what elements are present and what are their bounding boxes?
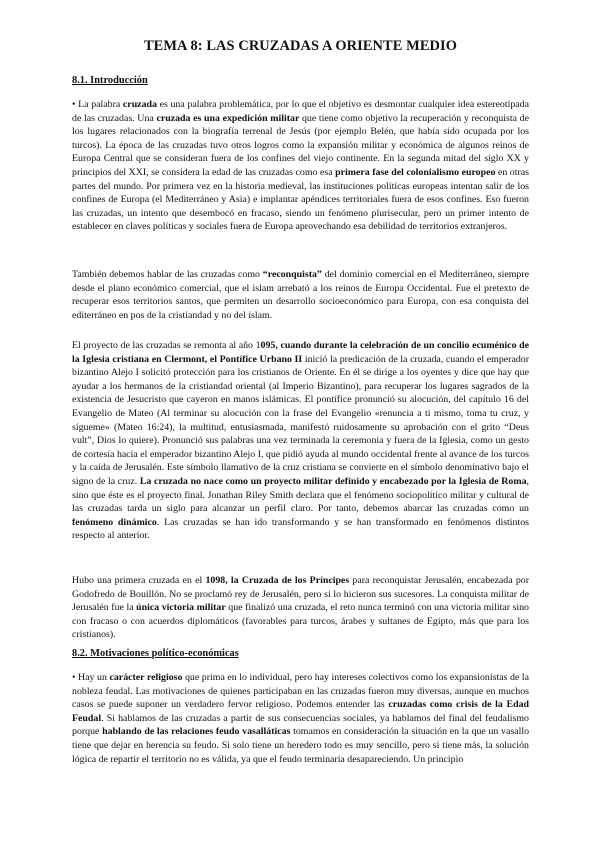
- bold-text-run: 1098, la Cruzada de los Príncipes: [205, 575, 350, 586]
- text-run: del dominio comercial en el Mediterráneo, siempre desde el plano económico comercial, que el islam arrebató a los reinos de Europa Occidental. Fue el pretexto de recuperar esos territorios santos, que permiten un desarrollo socioeconómico para Europa, con esa conquista del editerráneo en pos de la cristiandad y no del islam.: [72, 269, 529, 321]
- section-heading-introduccion: 8.1. Introducción: [72, 75, 148, 86]
- text-run: • La palabra: [72, 99, 123, 110]
- bold-text-run: La cruzada no nace como un proyecto militar definido y encabezado por la Iglesia de Roma: [139, 475, 527, 487]
- text-run: • Hay un: [72, 672, 110, 683]
- text-run: Hubo una primera cruzada en el: [72, 575, 206, 586]
- document-title: TEMA 8: LAS CRUZADAS A ORIENTE MEDIO: [143, 38, 458, 54]
- bold-text-run: fenómeno dinámico: [72, 516, 157, 528]
- text-run: que tiene como objetivo la recuperación y reconquista de los lugares relacionados con la biografía terrenal de Jesús (por ejemplo Belén, que había sido ocupada por los turcos). La época de las cruzadas tuvo otros logros como la expansión militar y económica de algunos reinos de Europa Central que se consideran fuera de los confines del viejo continente. En la segunda mitad del siglo XX y principios del XXI, se considera la edad de las cruzadas como esa: [72, 112, 529, 178]
- bold-text-run: carácter religioso: [109, 672, 183, 683]
- bold-text-run: única victoria militar: [136, 602, 226, 614]
- text-run: para reconquistar Jerusalén, encabezada por Godofredo de Bouillón. No se proclamó rey de Jerusalén, pero sí lo hicieron sus sucesores. La conquista militar de Jerusalén fue la: [72, 575, 529, 614]
- text-run: que prima en lo individual, pero hay intereses colectivos como los expansionistas de la nobleza feudal. Las motivaciones de quienes participaban en las cruzadas fueron muy diversas, aunque en muchos casos se puede suponer un verdadero fervor religioso. Podemos entender las: [72, 672, 529, 711]
- text-run: También debemos hablar de las cruzadas como: [72, 269, 263, 280]
- text-run: tomamos en consideración la situación en la que un vasallo tiene que dejar en herencia su feudo. Si solo tiene un heredero todo es muy sencillo, pero si tiene más, la solución lógica de repartir el territorio no es válida, ya que el feudo terminaría desapareciendo. Un principio: [72, 726, 530, 765]
- text-run: inició la predicación de la cruzada, cuando el emperador bizantino Alejo I solicitó protección para los cristianos de Oriente. En él se dirige a los oyentes y dice que hay que ayudar a los hermanos de la cristiandad oriental (al Imperio Bizantino), para recuperar los lugares sagrados de la existencia de Jesucristo que cayeron en manos islámicas. El pontífice pronunció su alocución, del capítulo 16 del Evangelio de Mateo (Al terminar su alocución con la frase del Evangelio «renuncia a ti mismo, toma tu cruz, y sígueme» (Mateo 16:24), la multitud, entusiasmada, manifestó ruidosamente su aprobación con el grito “Deus vult”, Dios lo quiere). Pronunció sus palabras una vez terminada la ceremonia y fuera de la Iglesia, como un gesto de cortesía hacia el emperador bizantino Alejo I, que pidió ayuda al mundo occidental frente al avance de los turcos y la caída de Jerusalén. Este símbolo llamativo de la cruz cristiana se convierte en el símbolo denominativo bajo el signo de la cruz.: [72, 353, 529, 487]
- bold-text-run: cruzada: [122, 99, 157, 110]
- bold-text-run: cruzadas como crisis de la Edad Feudal: [72, 699, 529, 724]
- text-run: . Si hablamos de las cruzadas a partir de sus consecuencias sociales, ya hablamos del final del feudalismo porque: [72, 712, 529, 738]
- text-run: es una palabra problemática, por lo que el objetivo es desmontar cualquier idea estereotipada de las cruzadas. Una: [72, 99, 529, 124]
- bold-text-run: primera fase del colonialismo europeo: [335, 166, 496, 178]
- paragraph: [72, 574, 529, 642]
- text-run: El proyecto de las cruzadas se remonta al año 1: [72, 340, 261, 351]
- bold-text-run: cruzada es una expedición militar: [156, 112, 300, 124]
- bold-text-run: “reconquista”: [262, 269, 322, 280]
- paragraph: [72, 98, 529, 234]
- bold-text-run: 095, cuando durante la celebración de un concilio ecuménico de la Iglesia cristiana en Clermont, el Pontífice Urbano II: [72, 340, 529, 365]
- paragraph: [72, 671, 529, 766]
- text-run: que finalizó una cruzada, el reto nunca terminó con una victoria militar sino con fracaso o con acuerdos diplomáticos (favorables para turcos, árabes y sultanes de Egipto, más que para los cristianos).: [72, 602, 529, 641]
- section-heading-motivaciones: 8.2. Motivaciones político-económicas: [72, 648, 239, 659]
- text-run: . Las cruzadas se han ido transformando y se han transformado en fenómenos distintos respecto al anterior.: [72, 516, 529, 542]
- text-run: , sino que éste es el proyecto final. Jonathan Riley Smith declara que el fenómeno sociopolítico militar y cultural de las cruzadas tarda un siglo para alcanzar un perfil claro. Por tanto, debemos abarcar las cruzadas como un: [72, 475, 529, 515]
- text-run: en otras partes del mundo. Por primera vez en la historia medieval, las instituciones políticas europeas intentan salir de los confines de Europa (el Mediterráneo y Asia) e implantar apéndices territoriales fuera de esos confines. Eso fueron las cruzadas, un intento que desembocó en fracaso, siendo un fenómeno plurisecular, pero un primer intento de establecer en claves políticas y sociales fuera de Europa aprovechando esa debilidad de territorios extranjeros.: [72, 166, 529, 233]
- bold-text-run: hablando de las relaciones feudo vasalláticas: [102, 726, 291, 738]
- paragraph: [72, 339, 529, 543]
- paragraph: [72, 268, 529, 322]
